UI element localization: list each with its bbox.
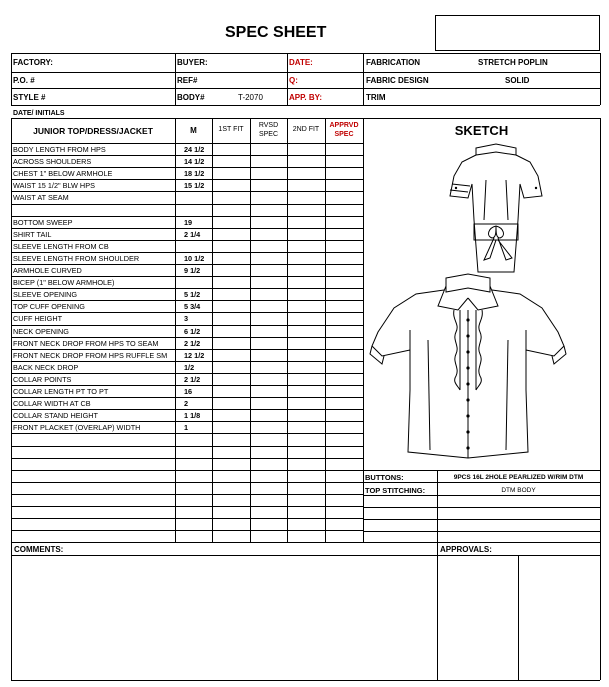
placket-button-icon: [466, 414, 469, 417]
placket-button-icon: [466, 318, 469, 321]
table-row-measurement: SLEEVE OPENING: [13, 290, 78, 300]
buyer-label: BUYER:: [177, 58, 208, 67]
table-row-divider: [11, 191, 363, 192]
table-row-divider: [11, 179, 363, 180]
table-row-divider: [11, 494, 363, 495]
table-row-divider: [11, 482, 363, 483]
table-row-divider: [11, 167, 363, 168]
col-header-size: M: [190, 126, 197, 135]
table-row-divider: [11, 409, 363, 410]
table-row-divider: [11, 337, 363, 338]
table-row-divider: [11, 276, 363, 277]
table-row-measurement: FRONT PLACKET (OVERLAP) WIDTH: [13, 423, 141, 433]
table-row-divider: [11, 518, 363, 519]
table-row-size-value: 2: [184, 399, 189, 409]
table-row-divider: [11, 373, 363, 374]
buttons-value: 9PCS 16L 2HOLE PEARLIZED W/RIM DTM: [453, 474, 584, 481]
table-row-size-value: 5 3/4: [184, 302, 201, 312]
blouse-front-sketch: [368, 270, 568, 465]
table-row-size-value: 24 1/2: [184, 145, 205, 154]
po-label: P.O. #: [13, 76, 35, 85]
title-box: [435, 15, 600, 51]
table-row-measurement: WAIST AT SEAM: [13, 193, 69, 203]
placket-button-icon: [466, 366, 469, 369]
app-by-label: APP. BY:: [289, 93, 323, 102]
table-row-divider: [11, 397, 363, 398]
table-row-measurement: BOTTOM SWEEP: [13, 217, 73, 227]
col-header-second-fit: 2ND FIT: [292, 126, 320, 133]
table-row-measurement: ARMHOLE CURVED: [13, 266, 82, 275]
table-row-size-value: 2 1/4: [184, 229, 201, 239]
placket-button-icon: [466, 334, 469, 337]
table-row-divider: [11, 349, 363, 350]
table-row-size-value: 16: [184, 387, 193, 396]
table-row-measurement: FRONT NECK DROP FROM HPS TO SEAM: [13, 338, 159, 348]
table-row-size-value: 10 1/2: [184, 253, 205, 263]
table-row-divider: [11, 240, 363, 241]
table-row-measurement: COLLAR POINTS: [13, 374, 72, 384]
table-row-measurement: COLLAR LENGTH PT TO PT: [13, 387, 109, 396]
table-row-size-value: 15 1/2: [184, 181, 205, 191]
table-row-divider: [11, 312, 363, 313]
table-row-divider: [11, 421, 363, 422]
body-label: BODY#: [177, 93, 205, 102]
table-row-divider: [11, 361, 363, 362]
style-label: STYLE #: [13, 93, 46, 102]
table-row-measurement: CUFF HEIGHT: [13, 314, 63, 324]
top-stitching-label: TOP STITCHING:: [365, 486, 426, 495]
table-row-size-value: 1 1/8: [184, 411, 201, 421]
table-row-divider: [11, 264, 363, 265]
table-row-divider: [11, 433, 363, 434]
factory-label: FACTORY:: [13, 58, 53, 67]
table-row-size-value: 3: [184, 314, 189, 324]
fabric-design-value: SOLID: [505, 76, 530, 85]
table-row-size-value: 6 1/2: [184, 326, 201, 336]
table-row-divider: [11, 325, 363, 326]
table-row-size-value: 12 1/2: [184, 350, 205, 360]
table-row-size-value: 18 1/2: [184, 169, 205, 179]
col-header-first-fit: 1ST FIT: [218, 126, 244, 133]
table-row-size-value: 9 1/2: [184, 266, 201, 275]
date-label: DATE:: [289, 58, 313, 67]
table-row-divider: [11, 458, 363, 459]
table-row-size-value: 2 1/2: [184, 338, 201, 348]
placket-button-icon: [466, 430, 469, 433]
fabric-design-label: FABRIC DESIGN: [366, 76, 429, 85]
col-header-measurement: JUNIOR TOP/DRESS/JACKET: [33, 126, 153, 136]
top-stitching-value: DTM BODY: [501, 487, 536, 494]
sketch-title: SKETCH: [454, 123, 509, 138]
table-row-measurement: SLEEVE LENGTH FROM CB: [13, 241, 109, 251]
table-row-divider: [11, 506, 363, 507]
table-row-measurement: TOP CUFF OPENING: [13, 302, 85, 312]
date-initials-label: DATE/ INITIALS: [13, 110, 65, 117]
table-row-divider: [11, 216, 363, 217]
table-row-divider: [11, 252, 363, 253]
table-row-measurement: CHEST 1" BELOW ARMHOLE: [13, 169, 113, 179]
table-row-measurement: BICEP (1" BELOW ARMHOLE): [13, 278, 115, 288]
buttons-label: BUTTONS:: [365, 473, 404, 482]
table-row-measurement: FRONT NECK DROP FROM HPS RUFFLE SM: [13, 350, 168, 360]
table-row-divider: [11, 204, 363, 205]
approvals-label: APPROVALS:: [440, 545, 492, 554]
table-row-size-value: 2 1/2: [184, 374, 201, 384]
q-label: Q:: [289, 76, 298, 85]
placket-button-icon: [466, 446, 469, 449]
table-row-measurement: COLLAR WIDTH AT CB: [13, 399, 91, 409]
table-row-divider: [11, 385, 363, 386]
page-title: SPEC SHEET: [225, 24, 327, 41]
col-header-approved-spec: APPRVD SPEC: [329, 122, 359, 138]
cuff-button-left-icon: [455, 187, 457, 189]
table-row-measurement: WAIST 15 1/2" BLW HPS: [13, 181, 95, 191]
table-row-measurement: COLLAR STAND HEIGHT: [13, 411, 99, 421]
table-row-size-value: 1/2: [184, 362, 195, 372]
table-row-measurement: SHIRT TAIL: [13, 229, 52, 239]
table-row-size-value: 5 1/2: [184, 290, 201, 300]
table-row-measurement: ACROSS SHOULDERS: [13, 157, 92, 167]
table-row-size-value: 1: [184, 423, 189, 433]
table-row-divider: [11, 288, 363, 289]
table-row-divider: [11, 470, 363, 471]
table-row-divider: [11, 155, 363, 156]
body-value: T-2070: [238, 93, 263, 102]
table-row-measurement: BODY LENGTH FROM HPS: [13, 145, 106, 154]
blouse-back-sketch: [440, 140, 552, 280]
fabrication-label: FABRICATION: [366, 58, 421, 67]
placket-button-icon: [466, 398, 469, 401]
table-row-divider: [11, 530, 363, 531]
table-row-size-value: 14 1/2: [184, 157, 205, 167]
comments-label: COMMENTS:: [14, 545, 64, 554]
cuff-button-right-icon: [535, 187, 537, 189]
placket-button-icon: [466, 350, 469, 353]
table-row-measurement: NECK OPENING: [13, 326, 69, 336]
table-row-size-value: 19: [184, 217, 193, 227]
placket-button-icon: [466, 382, 469, 385]
table-row-divider: [11, 228, 363, 229]
table-row-measurement: SLEEVE LENGTH FROM SHOULDER: [13, 253, 140, 263]
table-row-measurement: BACK NECK DROP: [13, 362, 79, 372]
trim-label: TRIM: [366, 93, 386, 102]
table-row-divider: [11, 446, 363, 447]
col-header-revised-spec: RVSD SPEC: [258, 122, 279, 138]
ref-label: REF#: [177, 76, 198, 85]
fabrication-value: STRETCH POPLIN: [478, 58, 548, 67]
table-row-divider: [11, 300, 363, 301]
